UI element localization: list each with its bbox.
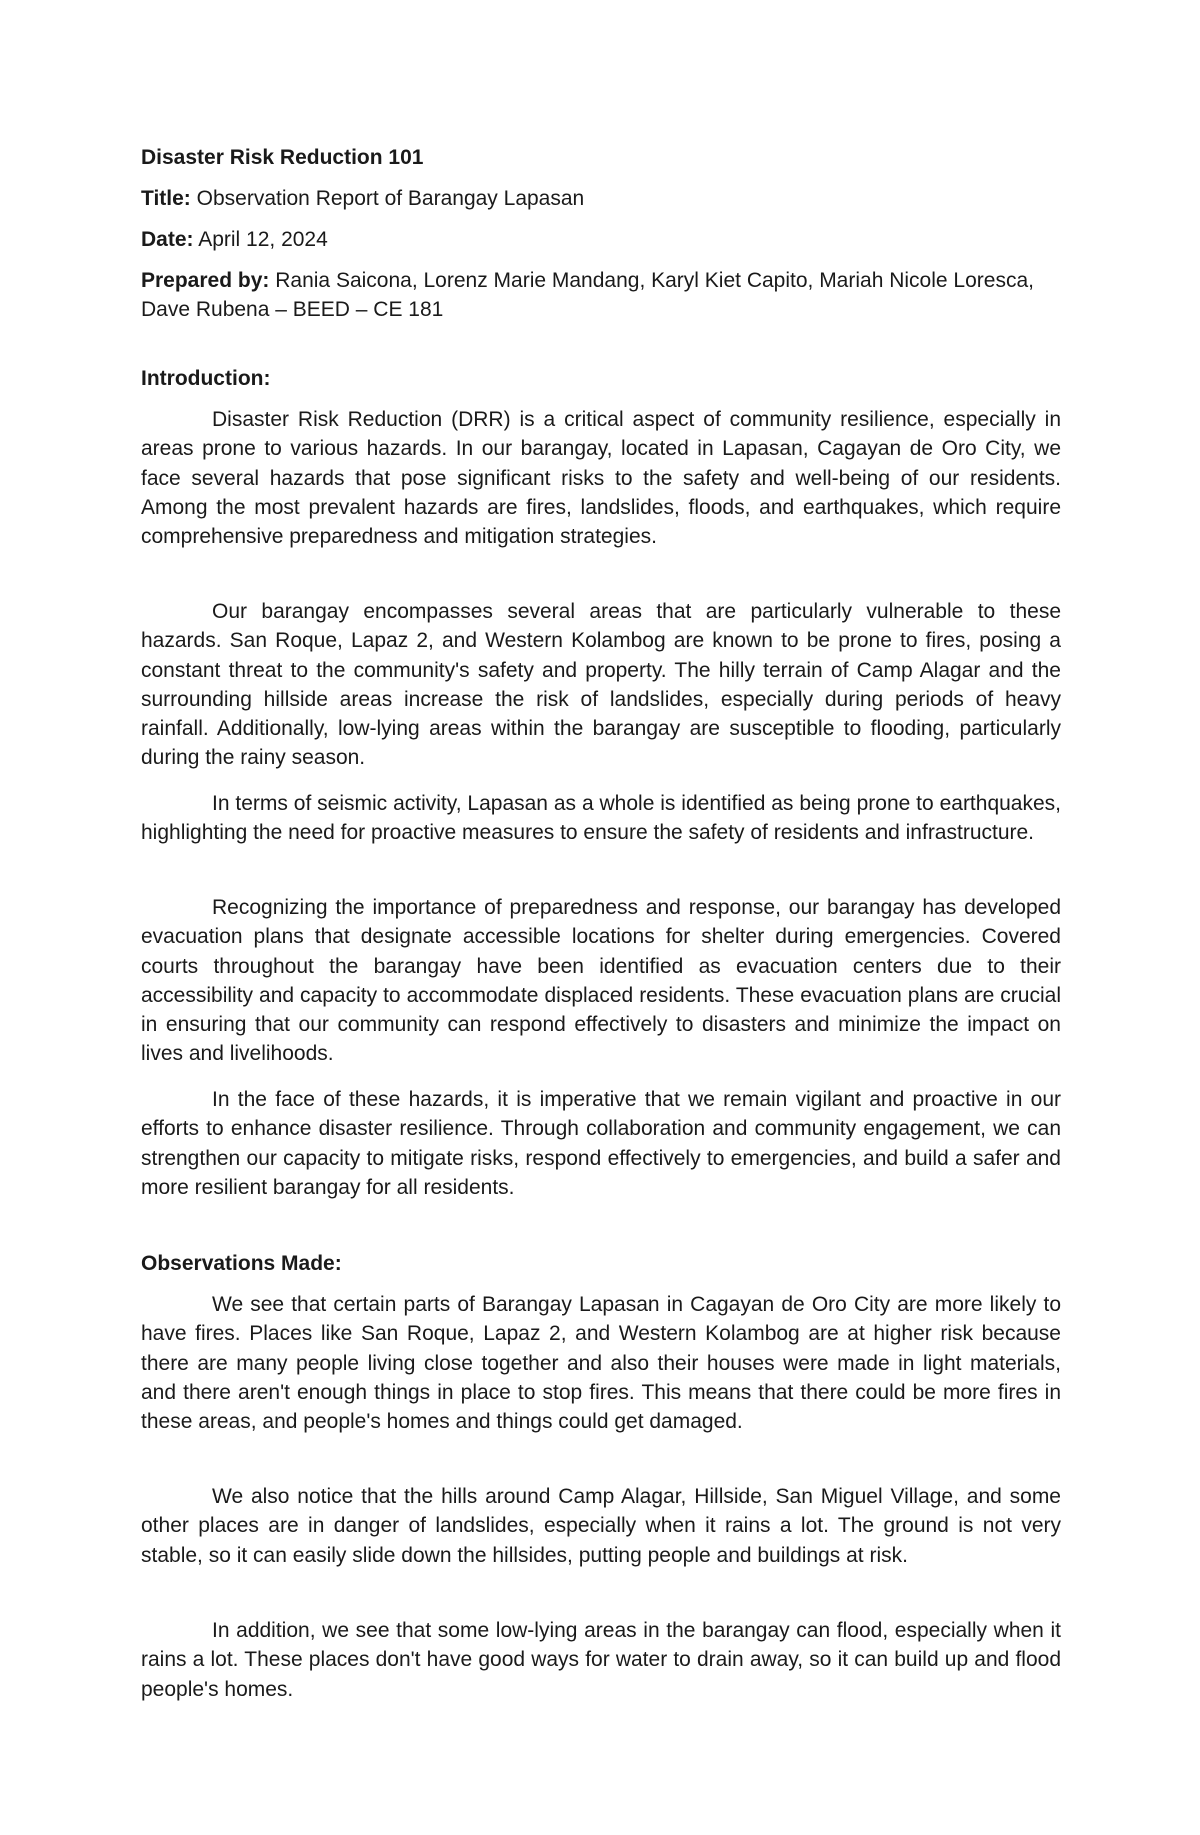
- date-value: April 12, 2024: [198, 228, 328, 251]
- prepared-by-line: [141, 266, 1061, 324]
- introduction-heading: Introduction:: [141, 367, 271, 390]
- title-line: [141, 184, 1061, 213]
- prepared-by-label: Prepared by:: [141, 269, 270, 292]
- observation-paragraph: In addition, we see that some low-lying areas in the barangay can flood, especially when it rains a lot. These places don't have good ways for water to drain away, so it can build up and flood people's homes.: [141, 1619, 1061, 1701]
- observation-paragraph: We see that certain parts of Barangay Lapasan in Cagayan de Oro City are more likely to have fires. Places like San Roque, Lapaz 2, and Western Kolambog are at higher risk because there are many people living close together and also their houses were made in light materials, and there aren't enough things in place to stop fires. This means that there could be more fires in these areas, and people's homes and things could get damaged.: [141, 1293, 1061, 1434]
- introduction-paragraph: Our barangay encompasses several areas that are particularly vulnerable to these hazards. San Roque, Lapaz 2, and Western Kolambog are known to be prone to fires, posing a constant threat to the community's safety and property. The hilly terrain of Camp Alagar and the surrounding hillside areas increase the risk of landslides, especially during periods of heavy rainfall. Additionally, low-lying areas within the barangay are susceptible to flooding, particularly during the rainy season.: [141, 600, 1061, 770]
- introduction-paragraph: Recognizing the importance of preparedness and response, our barangay has developed evacuation plans that designate accessible locations for shelter during emergencies. Covered courts throughout the barangay have been identified as evacuation centers due to their accessibility and capacity to accommodate displaced residents. These evacuation plans are crucial in ensuring that our community can respond effectively to disasters and minimize the impact on lives and livelihoods.: [141, 896, 1061, 1066]
- observations-heading: Observations Made:: [141, 1252, 342, 1275]
- observation-paragraph: We also notice that the hills around Camp Alagar, Hillside, San Miguel Village, and some other places are in danger of landslides, especially when it rains a lot. The ground is not very stable, so it can easily slide down the hillsides, putting people and buildings at risk.: [141, 1485, 1061, 1567]
- prepared-by-value: Rania Saicona, Lorenz Marie Mandang, Karyl Kiet Capito, Mariah Nicole Loresca, Dave Rubena – BEED – CE 181: [141, 269, 1034, 321]
- date-line: [141, 225, 1061, 254]
- date-label: Date:: [141, 228, 194, 251]
- introduction-paragraph: In the face of these hazards, it is imperative that we remain vigilant and proactive in our efforts to enhance disaster resilience. Through collaboration and community engagement, we can strengthen our capacity to mitigate risks, respond effectively to emergencies, and build a safer and more resilient barangay for all residents.: [141, 1088, 1061, 1199]
- title-label: Title:: [141, 187, 191, 210]
- course-heading: Disaster Risk Reduction 101: [141, 146, 424, 169]
- title-value: Observation Report of Barangay Lapasan: [196, 187, 585, 210]
- introduction-paragraph: Disaster Risk Reduction (DRR) is a critical aspect of community resilience, especially in areas prone to various hazards. In our barangay, located in Lapasan, Cagayan de Oro City, we face several hazards that pose significant risks to the safety and well-being of our residents. Among the most prevalent hazards are fires, landslides, floods, and earthquakes, which require comprehensive preparedness and mitigation strategies.: [141, 408, 1061, 549]
- introduction-paragraph: In terms of seismic activity, Lapasan as a whole is identified as being prone to earthquakes, highlighting the need for proactive measures to ensure the safety of residents and infrastructure.: [141, 792, 1061, 845]
